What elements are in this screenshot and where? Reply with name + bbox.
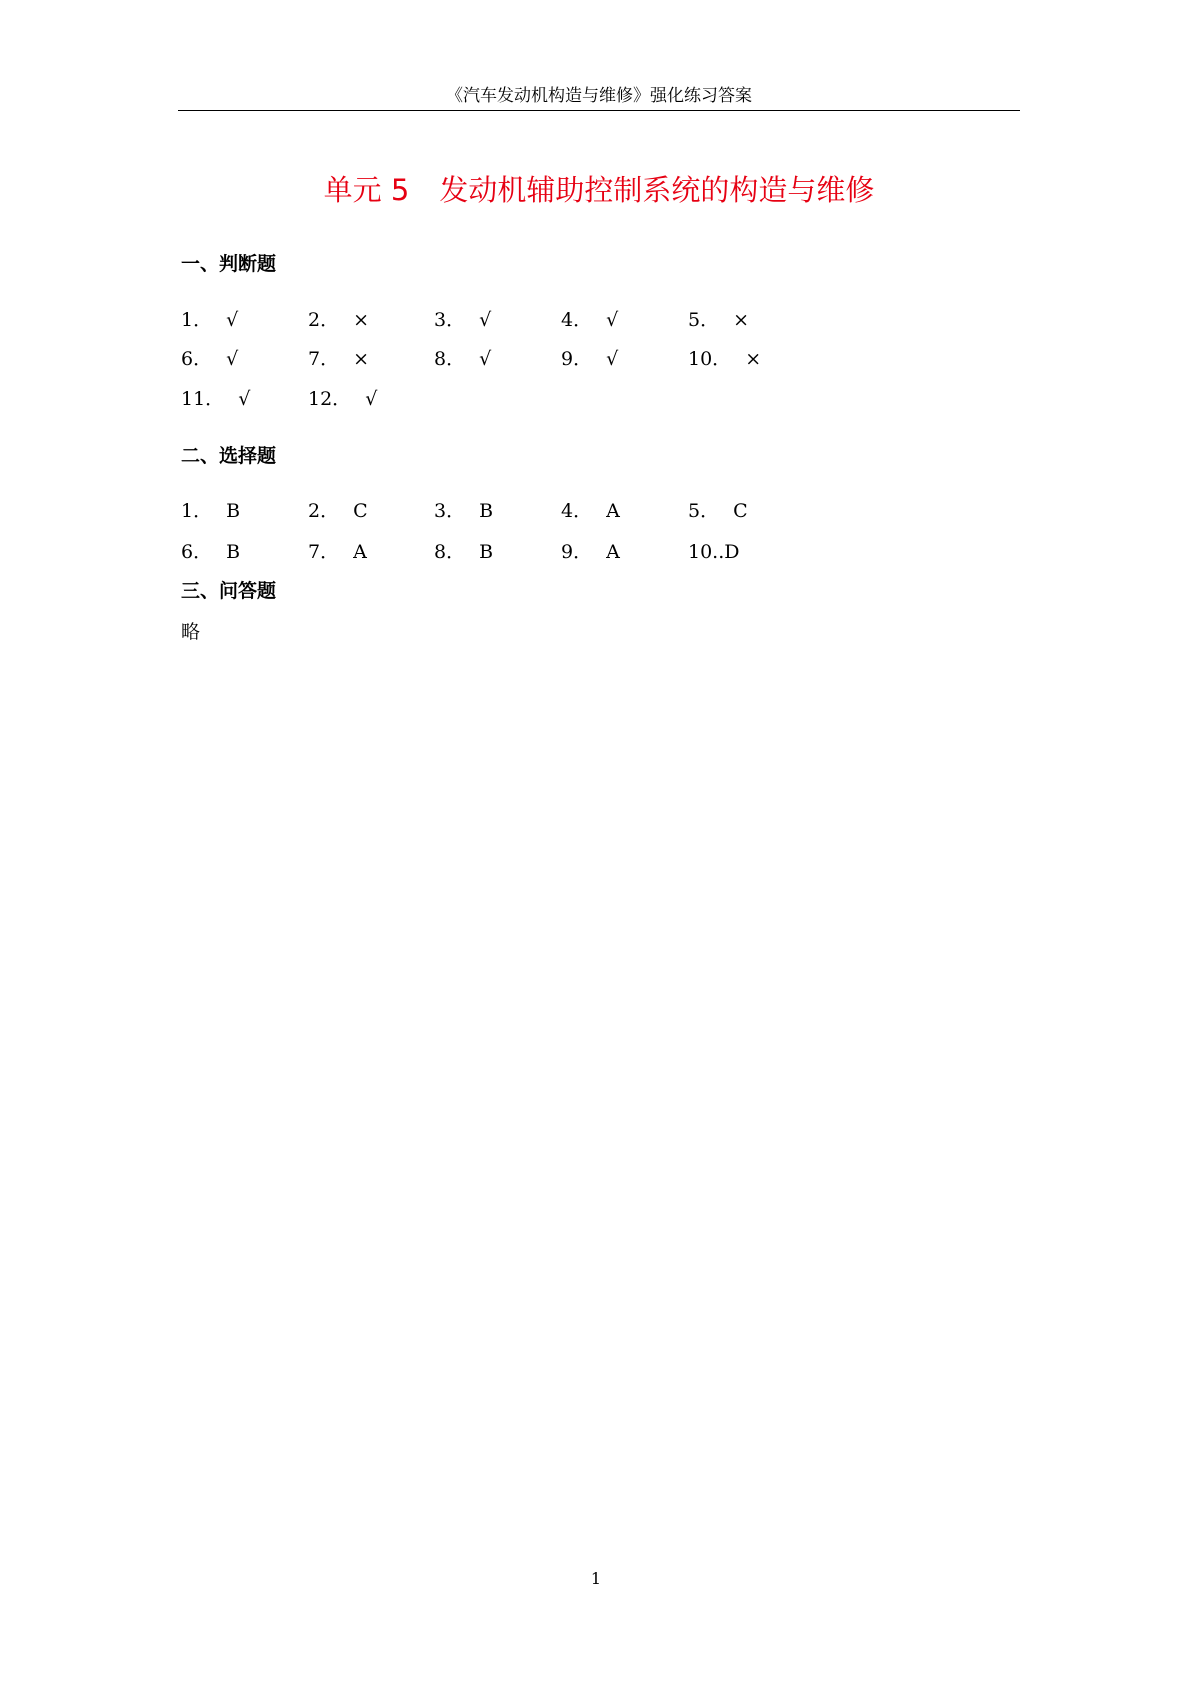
answer-row (181, 306, 901, 334)
answer-mark: √ (365, 388, 378, 410)
answer-mark: × (733, 309, 750, 331)
question-number: 3． (434, 500, 466, 522)
question-number: 10． (688, 348, 732, 370)
question-number: 9． (561, 541, 593, 563)
judgment-answer-5 (688, 306, 749, 334)
answer-row (181, 497, 901, 525)
judgment-answer-12 (308, 385, 377, 413)
answer-mark: √ (606, 348, 619, 370)
choice-answer-2 (308, 497, 368, 525)
section-heading-choice: 二、选择题 (181, 445, 277, 467)
answer-mark: × (353, 309, 370, 331)
question-number: 8． (434, 348, 466, 370)
question-number: 5． (688, 500, 720, 522)
answer-letter: B (479, 541, 494, 563)
unit-title-text: 发动机辅助控制系统的构造与维修 (439, 173, 875, 207)
judgment-answer-1 (181, 306, 238, 334)
page-number: 1 (590, 1569, 602, 1588)
answer-mark: √ (238, 388, 251, 410)
question-number: 12． (308, 388, 352, 410)
judgment-answer-7 (308, 345, 369, 373)
answer-letter: B (226, 541, 241, 563)
question-number: 6． (181, 348, 213, 370)
answer-mark: √ (226, 309, 239, 331)
answer-letter: B (226, 500, 241, 522)
question-number: 5． (688, 309, 720, 331)
answer-mark: √ (479, 309, 492, 331)
judgment-answer-6 (181, 345, 238, 373)
choice-answer-9 (561, 538, 620, 566)
choice-answer-8 (434, 538, 493, 566)
header-rule (178, 110, 1020, 111)
choice-answer-3 (434, 497, 493, 525)
judgment-answer-8 (434, 345, 491, 373)
answer-mark: × (353, 348, 370, 370)
running-header: 《汽车发动机构造与维修》强化练习答案 (446, 86, 752, 106)
question-number: 11． (181, 388, 225, 410)
question-number: 8． (434, 541, 466, 563)
judgment-answer-10 (688, 345, 761, 373)
answer-mark: √ (606, 309, 619, 331)
answer-mark: × (745, 348, 762, 370)
answer-mark: √ (479, 348, 492, 370)
answer-letter: A (606, 500, 620, 522)
unit-title (178, 170, 1020, 210)
question-number: 2． (308, 500, 340, 522)
question-number: 7． (308, 541, 340, 563)
unit-number: 单元 5 (323, 173, 410, 207)
question-number: 2． (308, 309, 340, 331)
choice-answer-6 (181, 538, 240, 566)
answer-row (181, 385, 901, 413)
choice-answer-7 (308, 538, 367, 566)
question-number: 7． (308, 348, 340, 370)
choice-answer-5 (688, 497, 748, 525)
answer-mark: √ (226, 348, 239, 370)
answer-letter: 10..D (688, 541, 740, 563)
section-heading-judgment: 一、判断题 (181, 253, 277, 275)
judgment-answer-2 (308, 306, 369, 334)
judgment-answer-4 (561, 306, 618, 334)
question-number: 9． (561, 348, 593, 370)
answer-row (181, 345, 901, 373)
question-number: 6． (181, 541, 213, 563)
question-number: 4． (561, 500, 593, 522)
question-number: 3． (434, 309, 466, 331)
answer-letter: B (479, 500, 494, 522)
section-heading-essay: 三、问答题 (181, 580, 277, 602)
question-number: 1． (181, 309, 213, 331)
question-number: 4． (561, 309, 593, 331)
choice-answer-4 (561, 497, 620, 525)
essay-answer: 略 (181, 621, 201, 643)
answer-letter: C (733, 500, 748, 522)
judgment-answer-3 (434, 306, 491, 334)
judgment-answer-11 (181, 385, 250, 413)
answer-letter: A (606, 541, 620, 563)
choice-answer-10 (688, 538, 740, 566)
answer-letter: A (353, 541, 367, 563)
answer-letter: C (353, 500, 368, 522)
question-number: 1． (181, 500, 213, 522)
answer-row (181, 538, 901, 566)
judgment-answer-9 (561, 345, 618, 373)
choice-answer-1 (181, 497, 240, 525)
